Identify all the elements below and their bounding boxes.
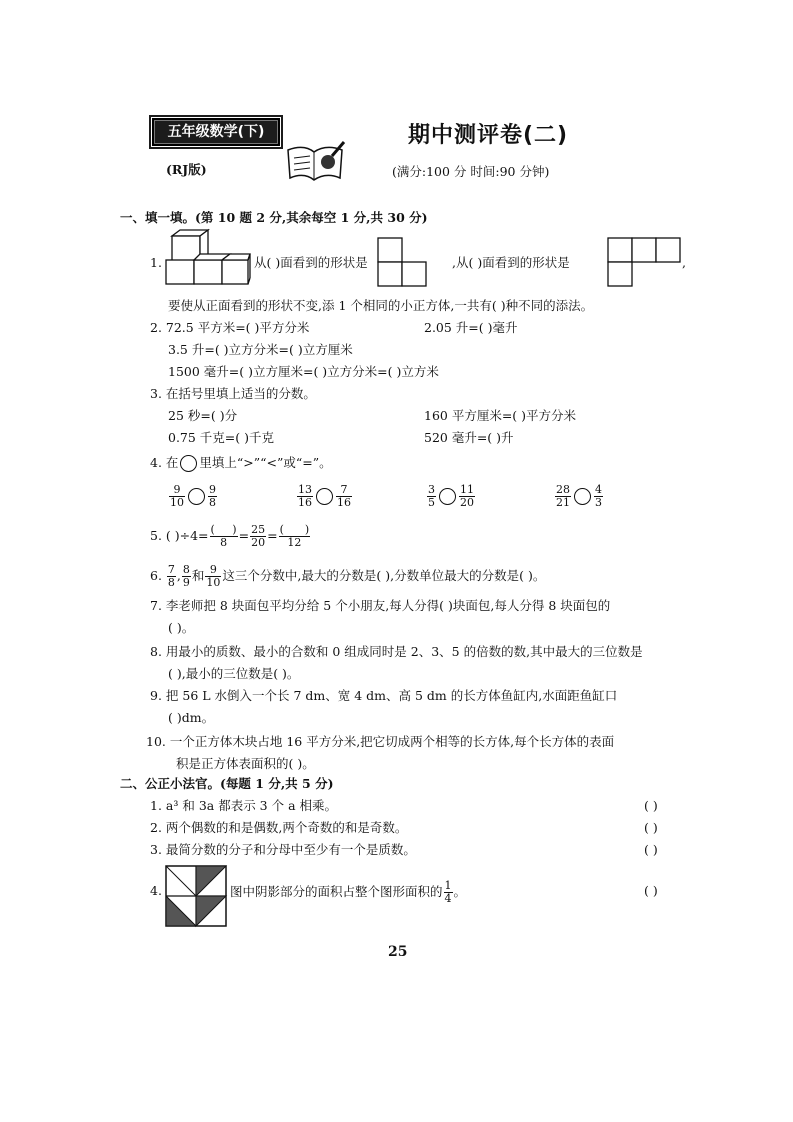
grade-badge: 五年级数学(下): [152, 118, 280, 146]
q9-a: 9. 把 56 L 水倒入一个长 7 dm、宽 4 dm、高 5 dm 的长方体鱼缸内,水面距鱼缸口: [150, 688, 618, 703]
judge-item-4: 图中阴影部分的面积占整个图形面积的 $\frac{1}{4}$ 。: [230, 879, 467, 905]
judge-item-3: 3. 最简分数的分子和分母中至少有一个是质数。: [150, 842, 416, 857]
q5-lead: 5. ( )÷4=: [150, 528, 209, 543]
q7-b: ( )。: [168, 620, 195, 635]
q4-tail: 里填上“>”“<”或“=”。: [199, 455, 332, 470]
q2-a: 2. 72.5 平方米=( )平方分米: [150, 320, 310, 335]
judge-item-2: 2. 两个偶数的和是偶数,两个奇数的和是奇数。: [150, 820, 408, 835]
shaded-square-figure: [164, 864, 228, 928]
section1-heading: 一、填一填。(第 10 题 2 分,其余每空 1 分,共 30 分): [120, 210, 428, 225]
q1-text-a: 从( )面看到的形状是: [254, 255, 368, 270]
q3-b: 160 平方厘米=( )平方分米: [424, 408, 577, 423]
q2-d: 1500 毫升=( )立方厘米=( )立方分米=( )立方米: [168, 364, 439, 379]
q2-b: 2.05 升=( )毫升: [424, 320, 518, 335]
compare-circle[interactable]: [439, 488, 456, 505]
q1-text-b: ,从( )面看到的形状是: [452, 255, 570, 270]
page-title: 期中测评卷(二): [408, 123, 569, 148]
q3-text: 3. 在括号里填上适当的分数。: [150, 386, 316, 401]
q10-b: 积是正方体表面积的( )。: [176, 756, 315, 771]
judge-bracket-4[interactable]: ( ): [644, 883, 658, 898]
q1-number: 1.: [150, 255, 162, 270]
cube-stack-figure: [164, 228, 252, 286]
q5-line: 5. ( )÷4= $\frac{( )}{8}$ = $\frac{25}{20}$ = $\frac{( )}{12}$: [150, 523, 310, 549]
book-pencil-icon: [282, 136, 348, 184]
q8-a: 8. 用最小的质数、最小的合数和 0 组成同时是 2、3、5 的倍数的数,其中最大的三位数是: [150, 644, 643, 659]
edition-label: (RJ版): [166, 162, 207, 177]
q4-pair: $\frac{28}{21}$ $\frac{4}{3}$: [556, 483, 602, 509]
q2-c: 3.5 升=( )立方分米=( )立方厘米: [168, 342, 353, 357]
q6-line: 6. $\frac{7}{8}$ , $\frac{8}{9}$ 和 $\frac{9}{10}$ 这三个分数中,最大的分数是( ),分数单位最大的分数是( )。: [150, 563, 546, 589]
q6-text: 这三个分数中,最大的分数是( ),分数单位最大的分数是( )。: [222, 568, 546, 583]
q8-b: ( ),最小的三位数是( )。: [168, 666, 300, 681]
view-shape-a: [376, 236, 450, 288]
q1-line2: 要使从正面看到的形状不变,添 1 个相同的小正方体,一共有( )种不同的添法。: [168, 298, 594, 313]
q4-pair: $\frac{13}{16}$ $\frac{7}{16}$: [298, 483, 351, 509]
circle-blank: [180, 455, 197, 472]
q3-d: 520 毫升=( )升: [424, 430, 514, 445]
judge-bracket-1[interactable]: ( ): [644, 798, 658, 813]
section2-heading: 二、公正小法官。(每题 1 分,共 5 分): [120, 776, 334, 791]
judge-item-1: 1. a³ 和 3a 都表示 3 个 a 相乘。: [150, 798, 338, 813]
q10-a: 10. 一个正方体木块占地 16 平方分米,把它切成两个相等的长方体,每个长方体的表面: [146, 734, 615, 749]
view-shape-b: [606, 236, 682, 288]
judge-item-4-number: 4.: [150, 883, 162, 898]
judge-bracket-3[interactable]: ( ): [644, 842, 658, 857]
q3-c: 0.75 千克=( )千克: [168, 430, 275, 445]
judge-bracket-2[interactable]: ( ): [644, 820, 658, 835]
page-number: 25: [388, 944, 408, 960]
compare-circle[interactable]: [188, 488, 205, 505]
exam-meta: (满分:100 分 时间:90 分钟): [392, 164, 550, 179]
q3-a: 25 秒=( )分: [168, 408, 238, 423]
q1-text-c: ,: [682, 255, 686, 270]
q7-a: 7. 李老师把 8 块面包平均分给 5 个小朋友,每人分得( )块面包,每人分得 8 块面包的: [150, 598, 611, 613]
q4-pair: $\frac{3}{5}$ $\frac{11}{20}$: [428, 483, 474, 509]
compare-circle[interactable]: [316, 488, 333, 505]
compare-circle[interactable]: [574, 488, 591, 505]
q4-lead: 4. 在: [150, 455, 179, 470]
q4-pair: $\frac{9}{10}$ $\frac{9}{8}$: [170, 483, 216, 509]
q4-text: [150, 455, 332, 472]
q9-b: ( )dm。: [168, 710, 215, 725]
